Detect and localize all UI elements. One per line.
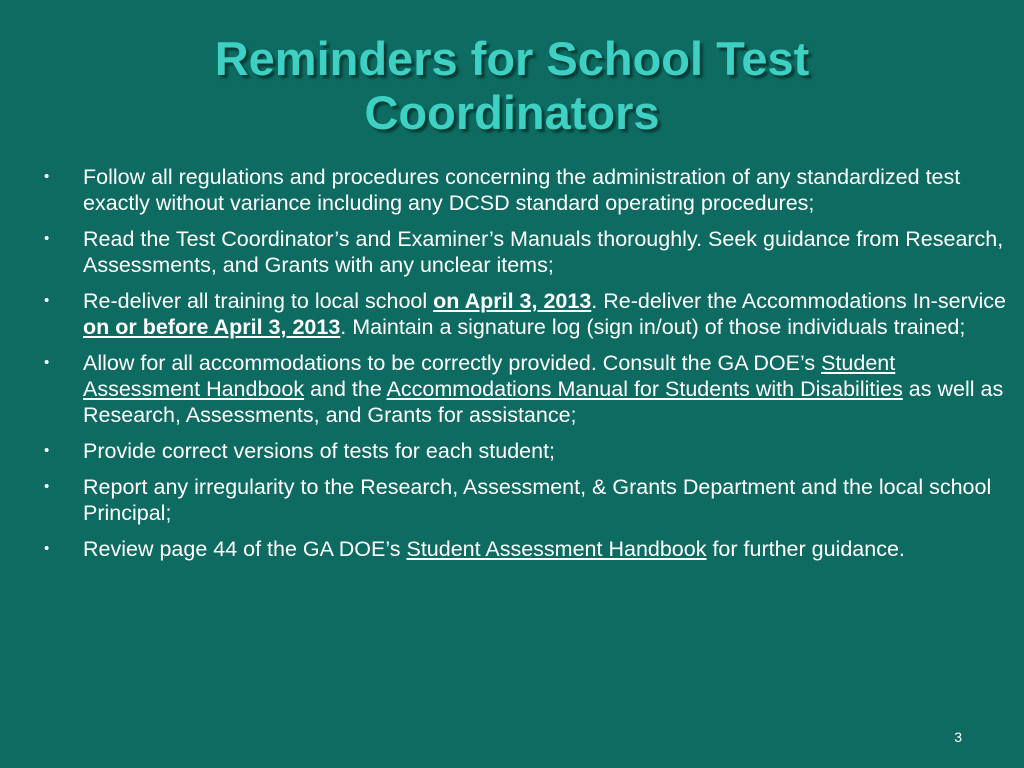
bullet-item-report-irregularity <box>42 474 1017 526</box>
bullet-item-redeliver-training <box>42 288 1017 340</box>
bullet-text: Provide correct versions of tests for each student; <box>83 439 556 463</box>
slide-title-line-1: Reminders for School Test <box>214 32 810 85</box>
student-assessment-handbook-link[interactable]: Student Assessment Handbook <box>406 537 707 561</box>
bullet-item-read-manuals <box>42 226 1017 278</box>
slide-title <box>60 32 964 140</box>
inservice-date: on or before April 3, 2013 <box>83 315 341 339</box>
bullet-text: as well as Research, Assessments, and Grants for assistance; <box>83 377 1004 427</box>
accommodations-manual-link[interactable]: Accommodations Manual for Students with Disabilities <box>386 377 903 401</box>
bullet-dot-icon: • <box>44 354 50 371</box>
bullet-text: . Re-deliver the Accommodations In-service <box>591 289 1006 313</box>
bullet-dot-icon: • <box>44 168 50 185</box>
bullet-text: . Maintain a signature log (sign in/out) of those individuals trained; <box>340 315 966 339</box>
bullet-text: for further guidance. <box>706 537 905 561</box>
training-date: on April 3, 2013 <box>433 289 592 313</box>
bullet-dot-icon: • <box>44 292 50 309</box>
bullet-text: Re-deliver all training to local school <box>83 289 434 313</box>
bullet-item-correct-versions <box>42 438 1017 464</box>
bullet-dot-icon: • <box>44 478 50 495</box>
bullet-text: Read the Test Coordinator’s and Examiner’s Manuals thoroughly. Seek guidance from Research, Assessments, and Grants with any unclear items; <box>83 227 1004 277</box>
bullet-text: Follow all regulations and procedures concerning the administration of any standardized test exactly without variance including any DCSD standard operating procedures; <box>83 165 961 215</box>
bullet-item-review-handbook <box>42 536 1017 562</box>
bullet-dot-icon: • <box>44 540 50 557</box>
bullet-dot-icon: • <box>44 230 50 247</box>
bullet-text: Report any irregularity to the Research, Assessment, & Grants Department and the local school Principal; <box>83 475 992 525</box>
bullet-item-accommodations <box>42 350 1017 428</box>
bullet-list <box>42 164 1017 572</box>
bullet-text: and the <box>304 377 387 401</box>
bullet-text: Allow for all accommodations to be correctly provided. Consult the GA DOE’s <box>83 351 822 375</box>
page-number: 3 <box>954 729 962 745</box>
student-assessment-handbook-link[interactable]: Student Assessment Handbook <box>83 351 896 401</box>
slide-title-line-2: Coordinators <box>364 86 660 139</box>
bullet-item-follow-regulations <box>42 164 1017 216</box>
bullet-text: Review page 44 of the GA DOE’s <box>83 537 407 561</box>
bullet-dot-icon: • <box>44 442 50 459</box>
